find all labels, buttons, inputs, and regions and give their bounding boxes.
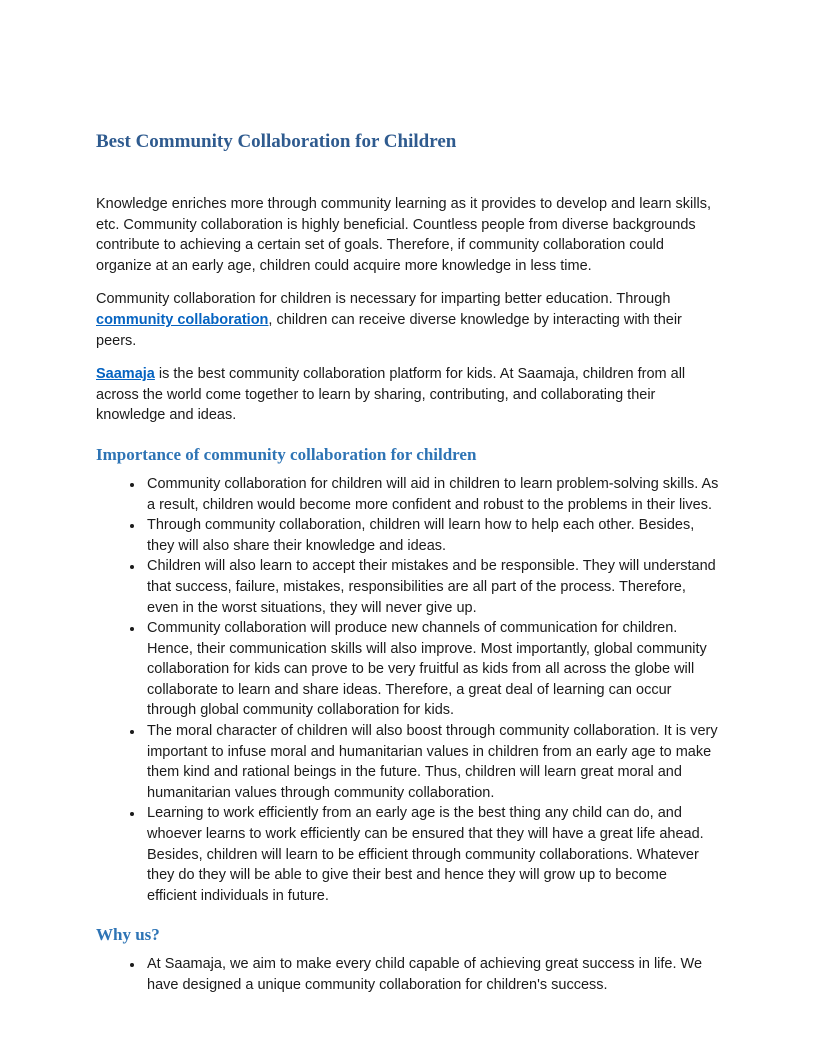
- list-item: • Learning to work efficiently from an early age is the best thing any child can do, and whoever learns to work efficiently can be ensured that they will have a great life ahead. Besides, children will learn to be efficient through community collaborations. Whatever they do they will be able to give their best and hence they will grow up to become efficient individuals in future.: [144, 803, 720, 906]
- intro-paragraph-text: Knowledge enriches more through community learning as it provides to develop and learn skills, etc. Community collaboration is highly beneficial. Countless people from diverse backgrounds contribute to achieving a certain set of goals. Therefore, if community collaboration could organize at an early age, children could acquire more knowledge in less time.: [96, 196, 711, 274]
- saamaja-link[interactable]: Saamaja: [96, 366, 155, 383]
- education-paragraph-text-2: , children can receive diverse knowledge by interacting with their peers.: [96, 311, 682, 349]
- education-paragraph: [96, 289, 720, 351]
- list-item: • Community collaboration for children will aid in children to learn problem-solving skills. As a result, children would become more confident and robust to the problems in their lives.: [144, 474, 720, 515]
- saamaja-paragraph-text: is the best community collaboration platform for kids. At Saamaja, children from all across the world come together to learn by sharing, contributing, and collaborating their knowledge and ideas.: [96, 366, 686, 424]
- list-item: • Through community collaboration, children will learn how to help each other. Besides, they will also share their knowledge and ideas.: [144, 515, 720, 556]
- list-item: • At Saamaja, we aim to make every child capable of achieving great success in life. We have designed a unique community collaboration for children's success.: [144, 954, 720, 995]
- importance-bullet-list: [96, 474, 720, 906]
- list-item: • Children will also learn to accept their mistakes and be responsible. They will understand that success, failure, mistakes, responsibilities are all part of the process. Therefore, even in the worst situations, they will never give up.: [144, 556, 720, 618]
- saamaja-paragraph: [96, 364, 720, 426]
- why-us-section-heading: Why us?: [96, 925, 160, 945]
- list-item: • Community collaboration will produce new channels of communication for children. Hence, their communication skills will also improve. Most importantly, global community collaboration for kids can prove to be very fruitful as kids from all across the globe will collaborate to learn and share ideas. Therefore, a great deal of learning can occur through global community collaboration for kids.: [144, 618, 720, 721]
- importance-section-heading: Importance of community collaboration for children: [96, 444, 477, 464]
- why-us-bullet-list: [96, 954, 720, 995]
- document-title: Best Community Collaboration for Children: [96, 131, 457, 152]
- education-paragraph-text-1: Community collaboration for children is necessary for imparting better education. Through: [96, 291, 671, 308]
- community-collaboration-link[interactable]: community collaboration: [96, 311, 269, 328]
- intro-paragraph: [96, 194, 720, 276]
- list-item: • The moral character of children will also boost through community collaboration. It is very important to infuse moral and humanitarian values in children from an early age to make them kind and rational beings in the future. Thus, children will learn great moral and humanitarian values through community collaboration.: [144, 721, 720, 803]
